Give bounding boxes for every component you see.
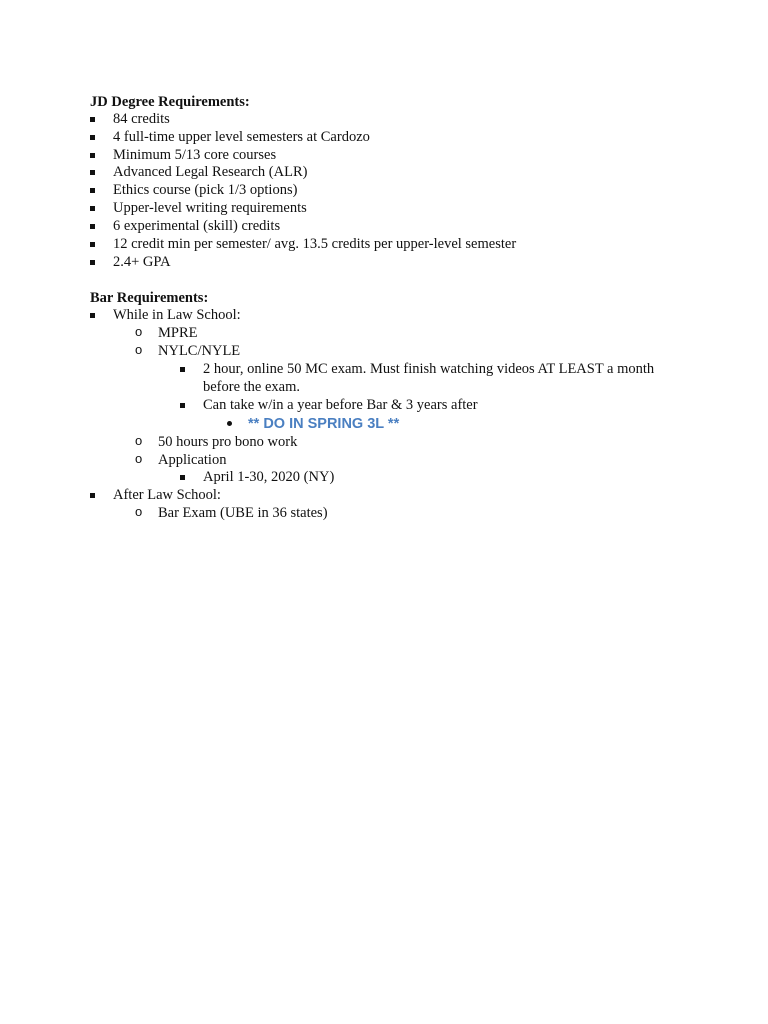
- spring-3l-highlight: ** DO IN SPRING 3L **: [248, 416, 400, 432]
- square-bullet-icon: [90, 313, 95, 318]
- nylc-timing-item: Can take w/in a year before Bar & 3 years after: [203, 397, 478, 413]
- list-item: 4 full-time upper level semesters at Cardozo: [113, 129, 370, 145]
- pro-bono-item: 50 hours pro bono work: [158, 434, 298, 450]
- square-bullet-icon: [90, 493, 95, 498]
- circle-bullet-icon: o: [135, 324, 143, 339]
- square-bullet-icon: [90, 135, 95, 140]
- circle-bullet-icon: o: [135, 504, 143, 519]
- nylc-item: NYLC/NYLE: [158, 343, 241, 359]
- circle-bullet-icon: o: [135, 342, 143, 357]
- nylc-detail-line-2: before the exam.: [203, 379, 301, 395]
- jd-heading: JD Degree Requirements:: [90, 94, 250, 110]
- square-bullet-icon: [90, 242, 95, 247]
- mpre-item: MPRE: [158, 325, 198, 341]
- application-date-item: April 1-30, 2020 (NY): [203, 469, 335, 485]
- square-bullet-icon: [90, 224, 95, 229]
- dot-bullet-icon: [227, 421, 232, 426]
- list-item: 6 experimental (skill) credits: [113, 218, 281, 234]
- square-bullet-icon: [180, 403, 185, 408]
- bar-exam-item: Bar Exam (UBE in 36 states): [158, 505, 328, 521]
- list-item: 12 credit min per semester/ avg. 13.5 credits per upper-level semester: [113, 236, 517, 252]
- list-item: 2.4+ GPA: [113, 254, 171, 270]
- list-item: 84 credits: [113, 111, 170, 127]
- list-item: Advanced Legal Research (ALR): [113, 164, 308, 180]
- square-bullet-icon: [180, 367, 185, 372]
- square-bullet-icon: [90, 170, 95, 175]
- circle-bullet-icon: o: [135, 451, 143, 466]
- bar-heading: Bar Requirements:: [90, 290, 209, 306]
- list-item: Minimum 5/13 core courses: [113, 147, 277, 163]
- square-bullet-icon: [90, 188, 95, 193]
- list-item: Upper-level writing requirements: [113, 200, 307, 216]
- list-item: Ethics course (pick 1/3 options): [113, 182, 298, 198]
- after-law-school-label: After Law School:: [113, 487, 221, 503]
- square-bullet-icon: [90, 206, 95, 211]
- square-bullet-icon: [90, 117, 95, 122]
- nylc-detail-line-1: 2 hour, online 50 MC exam. Must finish watching videos AT LEAST a month: [203, 361, 655, 377]
- square-bullet-icon: [90, 260, 95, 265]
- square-bullet-icon: [180, 475, 185, 480]
- while-in-law-school-label: While in Law School:: [113, 307, 241, 323]
- application-item: Application: [158, 452, 227, 468]
- circle-bullet-icon: o: [135, 433, 143, 448]
- square-bullet-icon: [90, 153, 95, 158]
